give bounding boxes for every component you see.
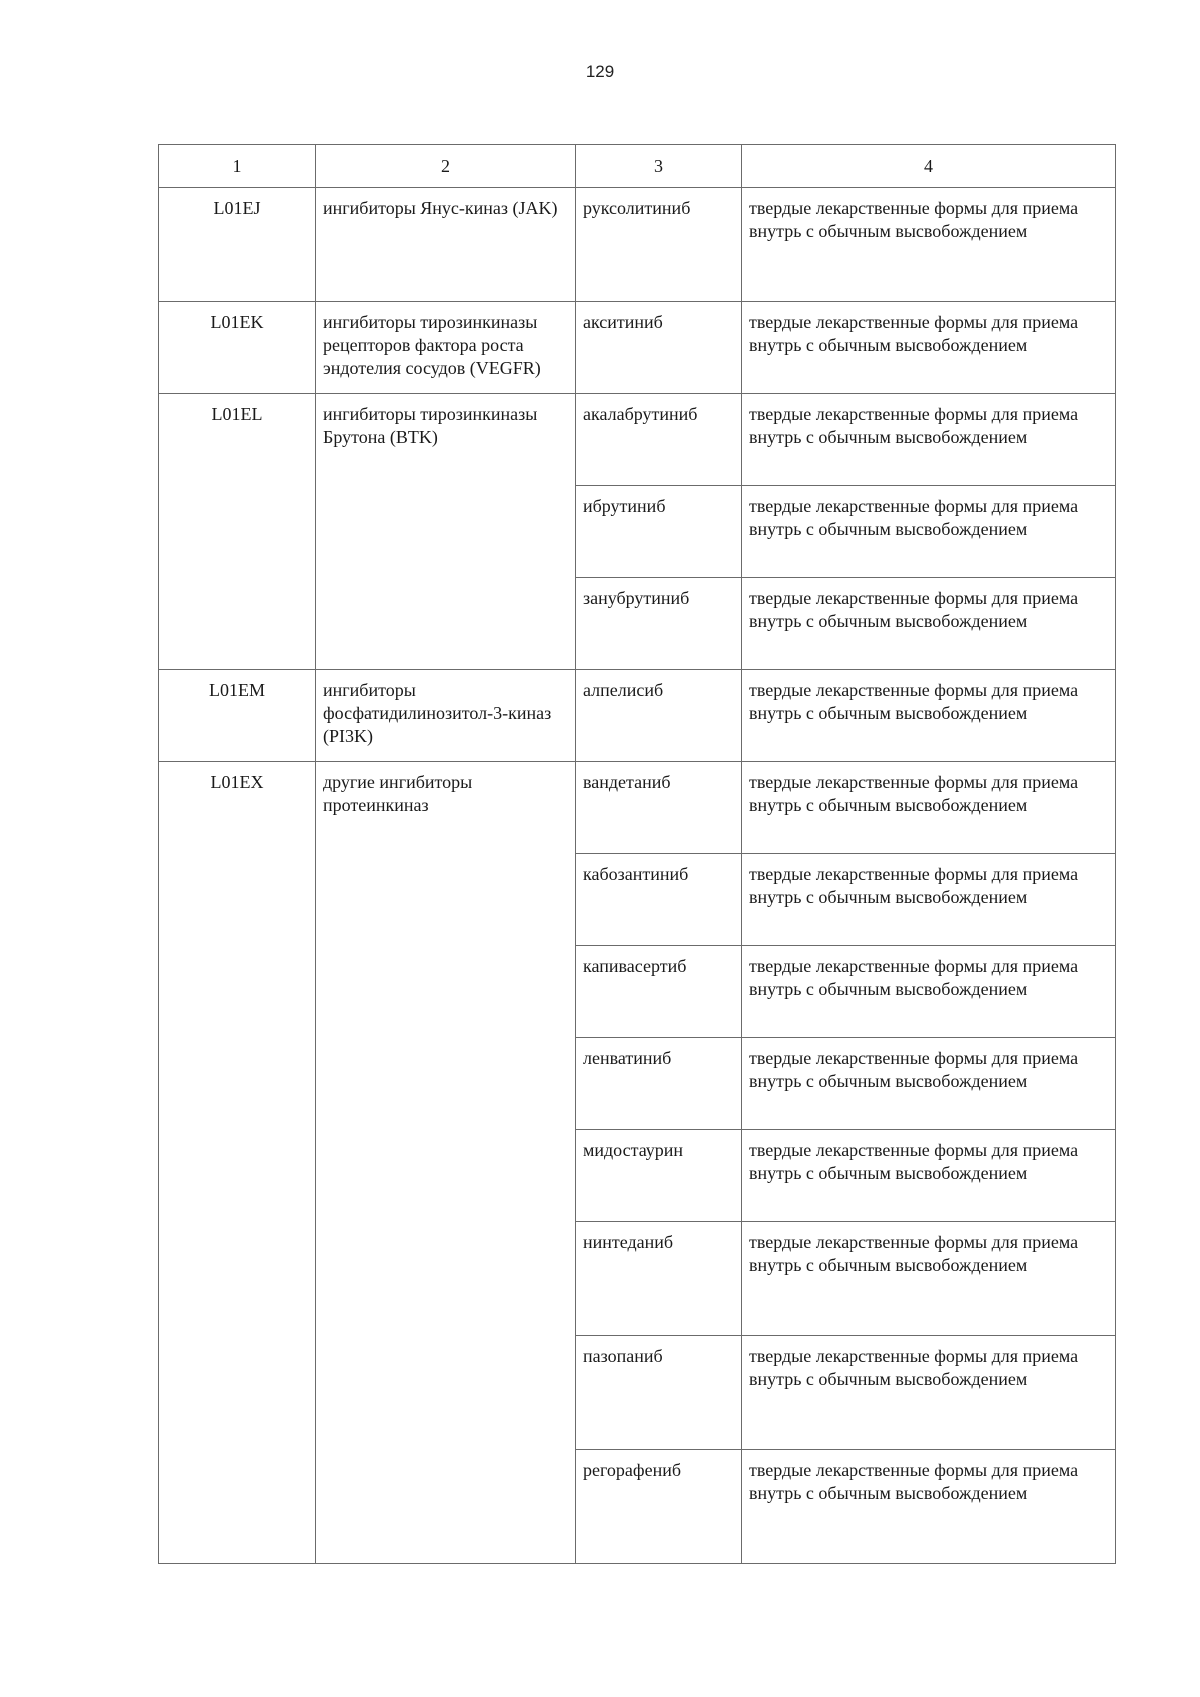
drug-name-cell: алпелисиб (576, 670, 742, 762)
dosage-form-cell: твердые лекарственные формы для приема внутрь с обычным высвобождением (742, 1336, 1116, 1450)
page-number: 129 (585, 62, 615, 81)
dosage-form-cell: твердые лекарственные формы для приема внутрь с обычным высвобождением (742, 1038, 1116, 1130)
dosage-form-cell: твердые лекарственные формы для приема внутрь с обычным высвобождением (742, 394, 1116, 486)
group-cell: ингибиторы фосфатидилинозитол-3-киназ (PI3K) (316, 670, 576, 762)
atc-code-cell: L01EM (159, 670, 316, 762)
drug-name-cell: кабозантиниб (576, 854, 742, 946)
atc-code-cell: L01EX (159, 762, 316, 1564)
atc-code-cell: L01EJ (159, 188, 316, 302)
drug-name-cell: акситиниб (576, 302, 742, 394)
table-header-row (159, 145, 1116, 188)
dosage-form-cell: твердые лекарственные формы для приема внутрь с обычным высвобождением (742, 302, 1116, 394)
atc-code-cell: L01EK (159, 302, 316, 394)
dosage-form-cell: твердые лекарственные формы для приема внутрь с обычным высвобождением (742, 670, 1116, 762)
drug-name-cell: мидостаурин (576, 1130, 742, 1222)
dosage-form-cell: твердые лекарственные формы для приема внутрь с обычным высвобождением (742, 762, 1116, 854)
column-header: 2 (316, 145, 576, 188)
dosage-form-cell: твердые лекарственные формы для приема внутрь с обычным высвобождением (742, 1450, 1116, 1564)
drug-name-cell: нинтеданиб (576, 1222, 742, 1336)
column-header: 4 (742, 145, 1116, 188)
drug-name-cell: пазопаниб (576, 1336, 742, 1450)
atc-code-cell: L01EL (159, 394, 316, 670)
dosage-form-cell: твердые лекарственные формы для приема внутрь с обычным высвобождением (742, 1130, 1116, 1222)
drug-name-cell: ибрутиниб (576, 486, 742, 578)
drug-name-cell: капивасертиб (576, 946, 742, 1038)
drug-name-cell: регорафениб (576, 1450, 742, 1564)
dosage-form-cell: твердые лекарственные формы для приема внутрь с обычным высвобождением (742, 854, 1116, 946)
dosage-form-cell: твердые лекарственные формы для приема внутрь с обычным высвобождением (742, 188, 1116, 302)
dosage-form-cell: твердые лекарственные формы для приема внутрь с обычным высвобождением (742, 486, 1116, 578)
table-row (159, 670, 1116, 762)
dosage-form-cell: твердые лекарственные формы для приема внутрь с обычным высвобождением (742, 578, 1116, 670)
drug-table (158, 144, 1116, 1564)
column-header: 1 (159, 145, 316, 188)
table-row (159, 302, 1116, 394)
drug-name-cell: ленватиниб (576, 1038, 742, 1130)
group-cell: ингибиторы тирозинкиназы Брутона (BTK) (316, 394, 576, 670)
drug-name-cell: вандетаниб (576, 762, 742, 854)
table-row (159, 188, 1116, 302)
drug-name-cell: акалабрутиниб (576, 394, 742, 486)
column-header: 3 (576, 145, 742, 188)
table-row (159, 762, 1116, 854)
table-row (159, 394, 1116, 486)
drug-name-cell: руксолитиниб (576, 188, 742, 302)
dosage-form-cell: твердые лекарственные формы для приема внутрь с обычным высвобождением (742, 1222, 1116, 1336)
group-cell: ингибиторы Янус-киназ (JAK) (316, 188, 576, 302)
group-cell: ингибиторы тирозинкиназы рецепторов фактора роста эндотелия сосудов (VEGFR) (316, 302, 576, 394)
group-cell: другие ингибиторы протеинкиназ (316, 762, 576, 1564)
dosage-form-cell: твердые лекарственные формы для приема внутрь с обычным высвобождением (742, 946, 1116, 1038)
drug-name-cell: занубрутиниб (576, 578, 742, 670)
